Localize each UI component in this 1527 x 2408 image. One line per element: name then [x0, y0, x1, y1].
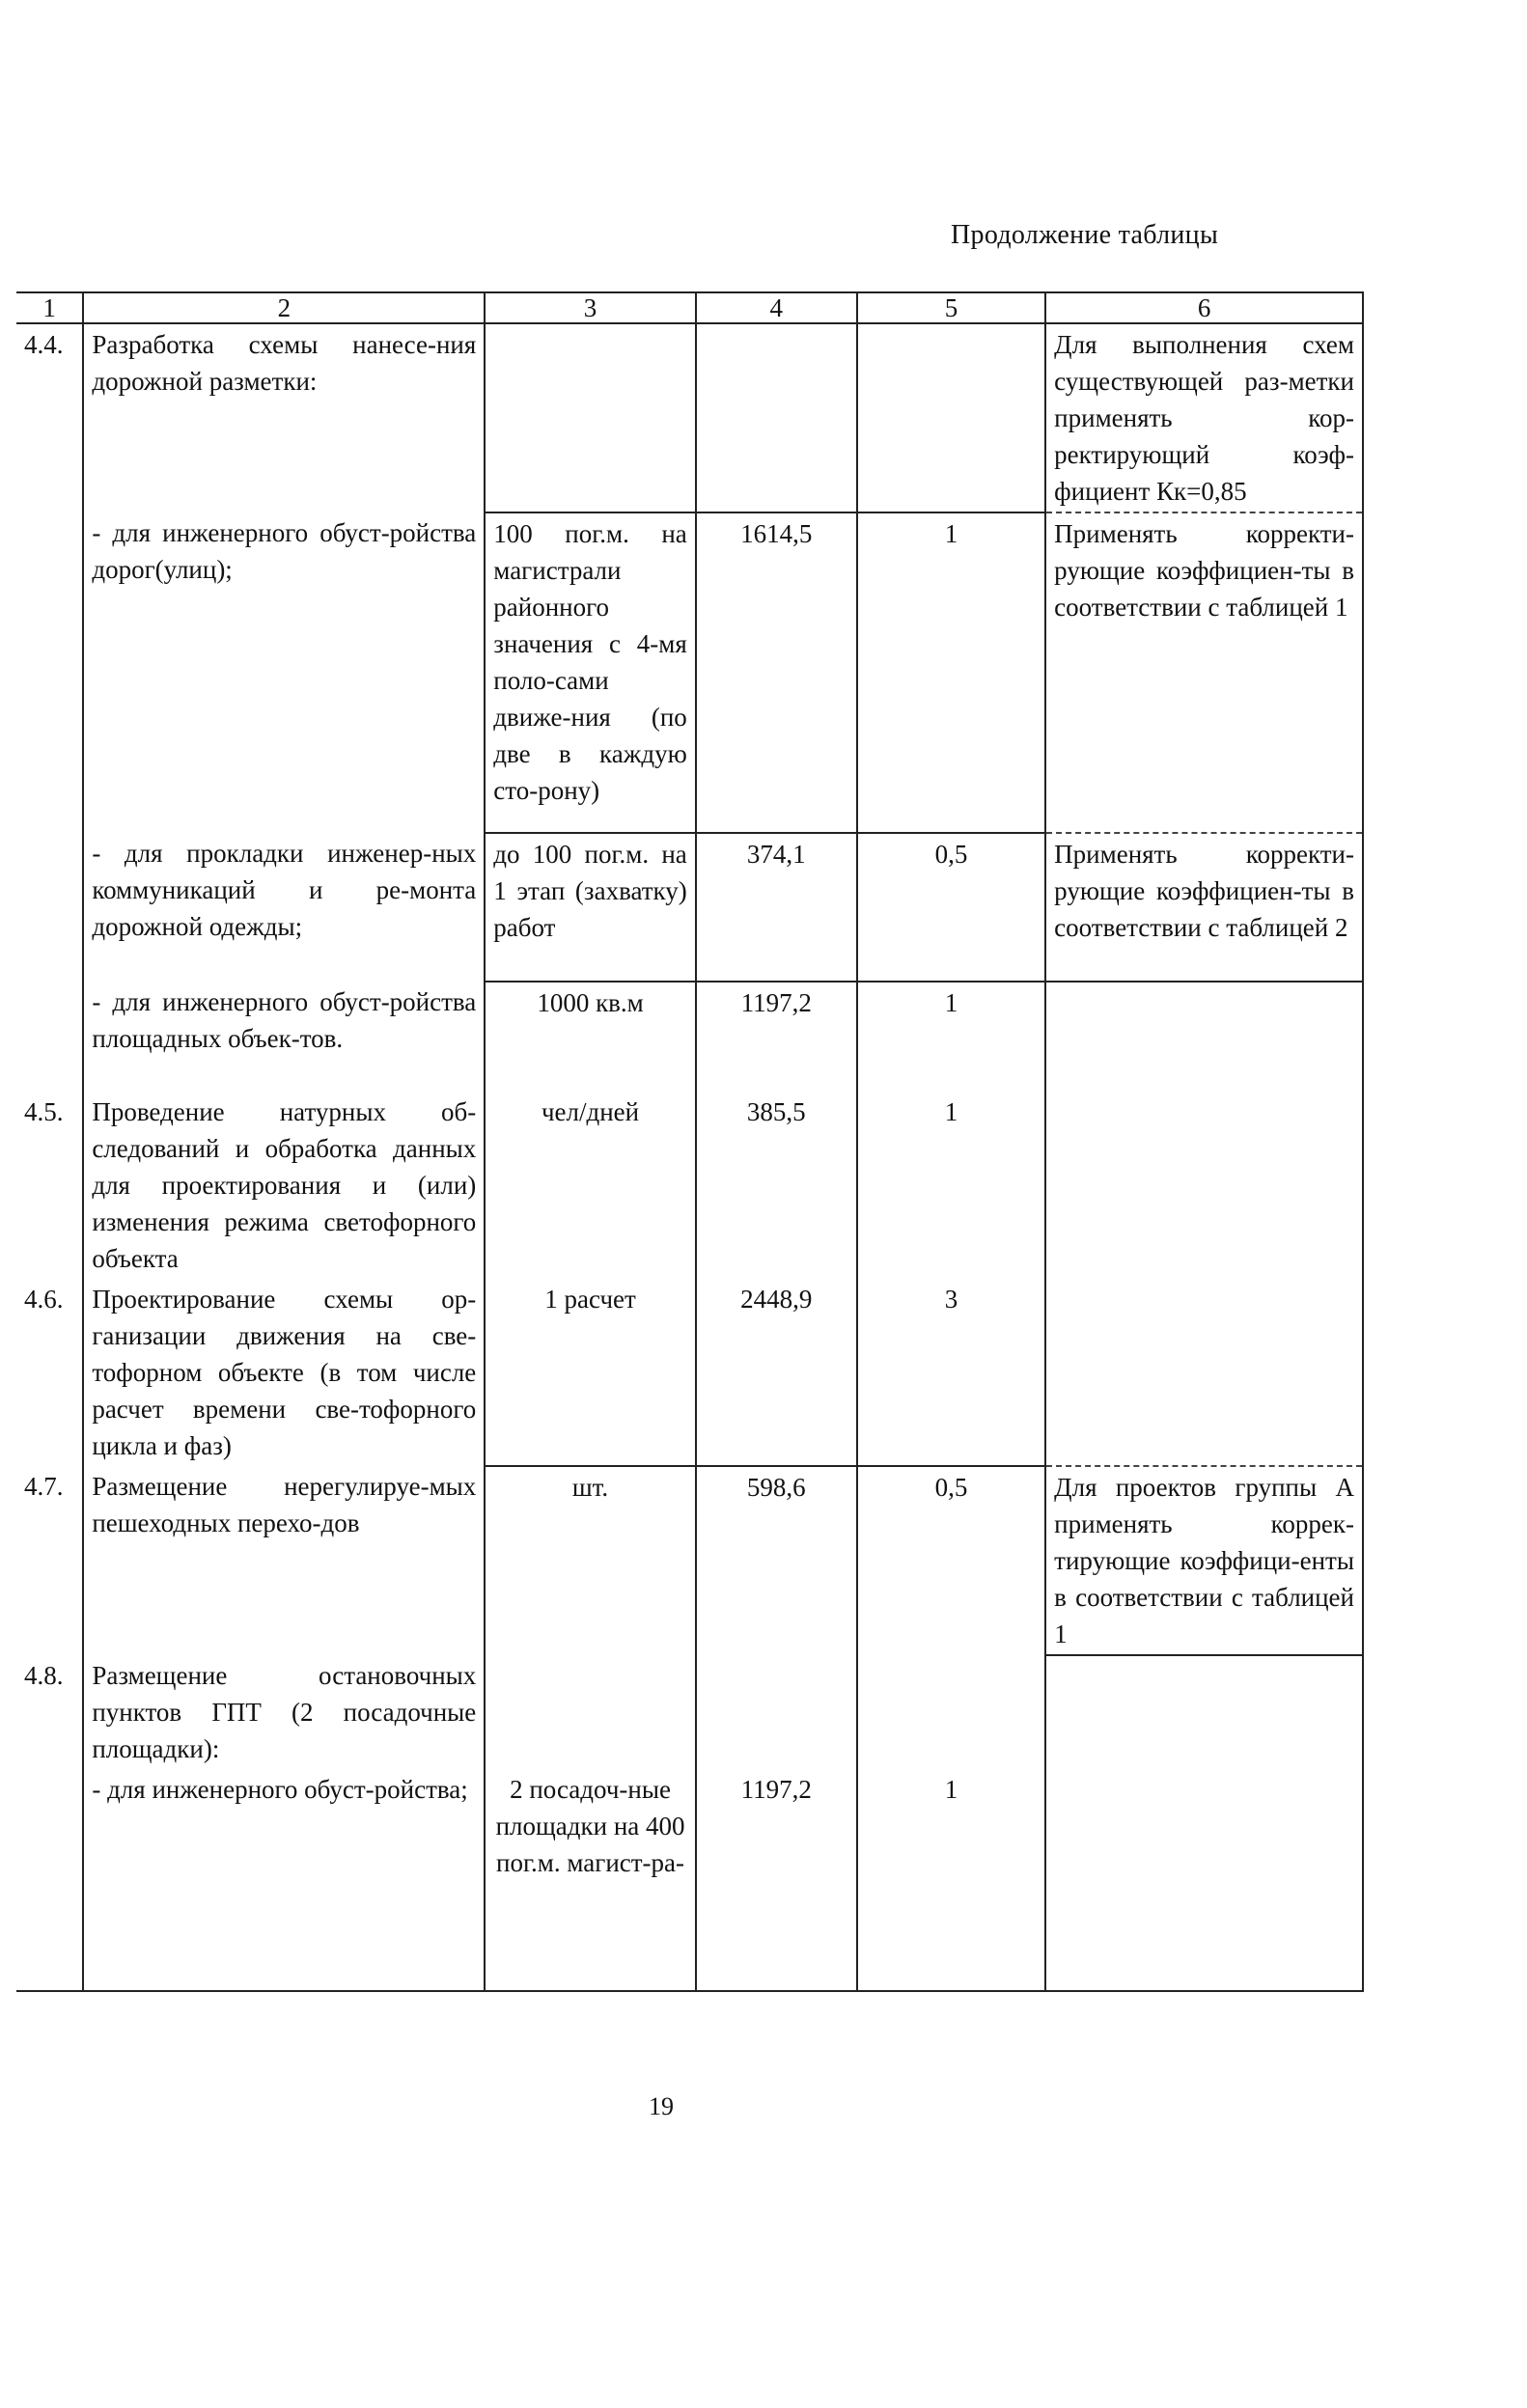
table-header-row: [16, 292, 1363, 323]
row-unit: 2 посадоч-ные площадки на 400 пог.м. магист-ра-: [485, 1769, 695, 1991]
header-col-4: 4: [696, 292, 857, 323]
row-coefficient: 1: [857, 512, 1045, 833]
page-number: 19: [649, 2092, 674, 2120]
row-note: Применять корректи-рующие коэффициен-ты в соответствии с таблицей 1: [1045, 512, 1363, 833]
row-note: Для выполнения схем существующей раз-метки применять кор-ректирующий коэф-фициент Кк=0,85: [1045, 323, 1363, 512]
row-description: - для инженерного обуст-ройства;: [83, 1769, 485, 1991]
row-note: [1045, 1279, 1363, 1466]
row-unit: [485, 1655, 695, 1769]
row-unit: 100 пог.м. на магистрали районного значения с 4-мя поло-сами движе-ния (по две в каждую сто-рону): [485, 512, 695, 833]
row-number: [16, 512, 83, 833]
rates-table: [16, 291, 1364, 1992]
row-unit: 1000 кв.м: [485, 982, 695, 1092]
row-note: Применять корректи-рующие коэффициен-ты в соответствии с таблицей 2: [1045, 833, 1363, 982]
row-coefficient: 0,5: [857, 1466, 1045, 1655]
row-coefficient: 1: [857, 1769, 1045, 1991]
row-number: [16, 833, 83, 982]
row-coefficient: 0,5: [857, 833, 1045, 982]
row-note: [1045, 1092, 1363, 1279]
row-number: 4.8.: [16, 1655, 83, 1769]
row-number: 4.5.: [16, 1092, 83, 1279]
table-row: [16, 1092, 1363, 1279]
table-row: [16, 323, 1363, 512]
row-unit: [485, 323, 695, 512]
header-col-3: 3: [485, 292, 695, 323]
table-row: [16, 1655, 1363, 1769]
row-coefficient: 1: [857, 1092, 1045, 1279]
header-col-5: 5: [857, 292, 1045, 323]
table-row: [16, 1279, 1363, 1466]
row-unit: шт.: [485, 1466, 695, 1655]
row-description: Размещение нерегулируе-мых пешеходных перехо-дов: [83, 1466, 485, 1655]
table-row: [16, 982, 1363, 1092]
row-number: [16, 1769, 83, 1991]
table-row: [16, 833, 1363, 982]
row-price: 598,6: [696, 1466, 857, 1655]
row-coefficient: [857, 1655, 1045, 1769]
row-note: Для проектов группы А применять коррек-тирующие коэффици-енты в соответствии с таблицей 1: [1045, 1466, 1363, 1655]
table-row: [16, 512, 1363, 833]
row-price: 385,5: [696, 1092, 857, 1279]
row-note: [1045, 1769, 1363, 1991]
row-price: [696, 1655, 857, 1769]
row-coefficient: 3: [857, 1279, 1045, 1466]
row-number: 4.4.: [16, 323, 83, 512]
row-price: 1614,5: [696, 512, 857, 833]
row-price: 2448,9: [696, 1279, 857, 1466]
table-continuation-caption: Продолжение таблицы: [951, 220, 1219, 250]
row-description: - для инженерного обуст-ройства площадных объек-тов.: [83, 982, 485, 1092]
header-col-6: 6: [1045, 292, 1363, 323]
row-description: - для прокладки инженер-ных коммуникаций и ре-монта дорожной одежды;: [83, 833, 485, 982]
row-number: [16, 982, 83, 1092]
row-unit: чел/дней: [485, 1092, 695, 1279]
row-price: 1197,2: [696, 982, 857, 1092]
row-price: 374,1: [696, 833, 857, 982]
table-row: [16, 1769, 1363, 1991]
header-col-1: 1: [16, 292, 83, 323]
row-number: 4.7.: [16, 1466, 83, 1655]
row-note: [1045, 1655, 1363, 1769]
row-note: [1045, 982, 1363, 1092]
row-description: Проектирование схемы ор-ганизации движения на све-тофорном объекте (в том числе расчет времени све-тофорного цикла и фаз): [83, 1279, 485, 1466]
row-description: Размещение остановочных пунктов ГПТ (2 посадочные площадки):: [83, 1655, 485, 1769]
row-coefficient: [857, 323, 1045, 512]
row-unit: до 100 пог.м. на 1 этап (захватку) работ: [485, 833, 695, 982]
row-price: 1197,2: [696, 1769, 857, 1991]
header-col-2: 2: [83, 292, 485, 323]
row-description: - для инженерного обуст-ройства дорог(улиц);: [83, 512, 485, 833]
row-description: Проведение натурных об-следований и обработка данных для проектирования и (или) изменения режима светофорного объекта: [83, 1092, 485, 1279]
row-unit: 1 расчет: [485, 1279, 695, 1466]
row-number: 4.6.: [16, 1279, 83, 1466]
row-coefficient: 1: [857, 982, 1045, 1092]
table-row: [16, 1466, 1363, 1655]
row-price: [696, 323, 857, 512]
row-description: Разработка схемы нанесе-ния дорожной разметки:: [83, 323, 485, 512]
